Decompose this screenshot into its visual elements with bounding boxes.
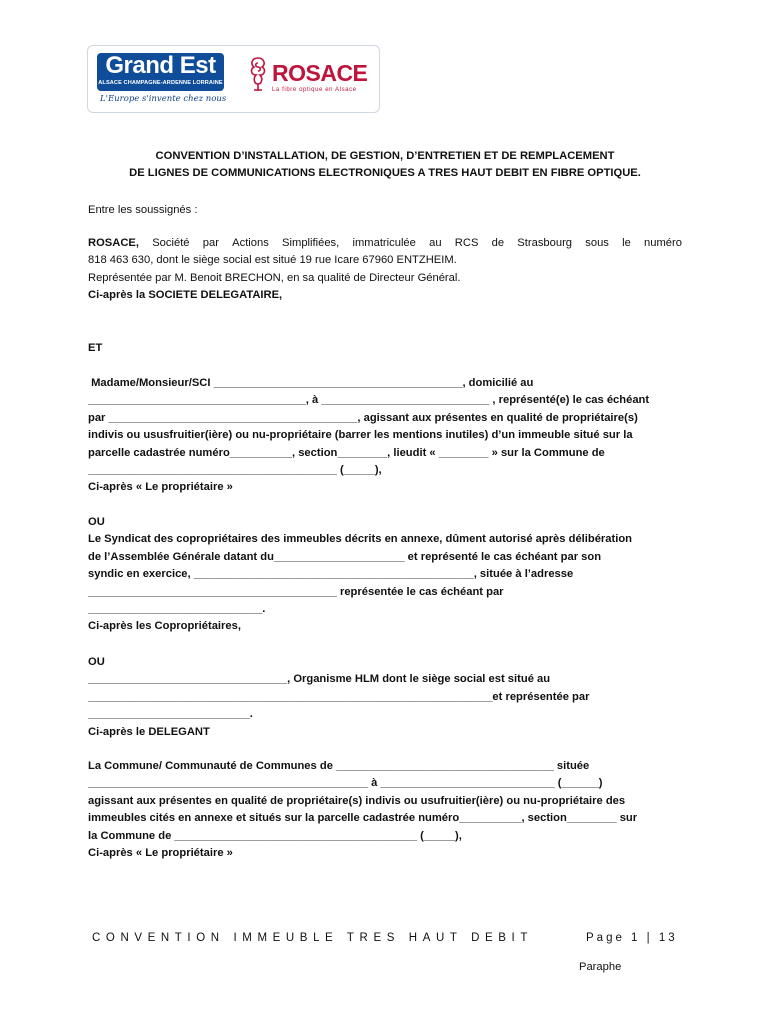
word: numéro: [644, 237, 682, 249]
document-title: [88, 148, 682, 183]
syndic-line-5: ____________________________.: [88, 603, 266, 616]
paraphe-label: Paraphe: [579, 961, 622, 973]
rosace-party-line-4: Ci-après la SOCIETE DELEGATAIRE,: [88, 289, 283, 302]
grand-est-logo-sub: ALSACE CHAMPAGNE-ARDENNE LORRAINE: [98, 80, 223, 86]
et-separator: [88, 340, 682, 357]
owner-line-4: indivis ou ususfruitier(ière) ou nu-propriétaire (barrer les mentions inutiles) d’un immeuble situé sur la: [88, 429, 633, 442]
footer-title: CONVENTION IMMEUBLE TRES HAUT DEBIT: [92, 932, 533, 944]
word: Strasbourg: [517, 237, 573, 249]
commune-line-6: Ci-après « Le propriétaire »: [88, 847, 233, 860]
owner-party: [88, 375, 682, 497]
rosace-party-line-2: 818 463 630, dont le siège social est situé 19 rue Icare 67960 ENTZHEIM.: [88, 254, 457, 267]
owner-line-2: ___________________________________, à ___________________________ , représenté(e) le cas échéant: [88, 394, 650, 407]
syndic-line-1: Le Syndicat des copropriétaires des immeubles décrits en annexe, dûment autorisé après délibération: [88, 533, 633, 546]
commune-line-1: La Commune/ Communauté de Communes de ___________________________________ située: [88, 760, 590, 772]
commune-line-2: _____________________________________________ à ____________________________ (______): [88, 777, 603, 790]
word: immatriculée: [352, 237, 416, 249]
hlm-ou: OU: [88, 656, 105, 668]
word: de: [491, 237, 505, 249]
word: sous: [585, 237, 609, 249]
intro: [88, 202, 682, 219]
grand-est-logo: [97, 53, 224, 91]
syndic-line-3: syndic en exercice, _____________________________________________, située à l’adresse: [88, 568, 574, 581]
word: RCS: [454, 237, 479, 249]
hlm-line-1: ________________________________, Organisme HLM dont le siège social est situé au: [88, 673, 551, 686]
page-number: Page 1 | 13: [586, 932, 678, 944]
owner-line-6: ________________________________________ (_____),: [88, 464, 382, 477]
rosace-party-line-3: Représentée par M. Benoit BRECHON, en sa qualité de Directeur Général.: [88, 271, 461, 284]
grand-est-logo-name: Grand Est: [105, 52, 216, 79]
word: par: [202, 237, 219, 249]
intro-text: Entre les soussignés :: [88, 204, 198, 216]
hlm-line-2: _________________________________________________________________et représentée par: [88, 690, 590, 703]
commune-line-5: la Commune de _______________________________________ (_____),: [88, 829, 462, 842]
owner-line-3: par ________________________________________, agissant aux présentes en qualité de propriétaire(s): [88, 411, 638, 424]
commune-line-4: immeubles cités en annexe et situés sur la parcelle cadastrée numéro__________, section________ sur: [88, 812, 638, 825]
commune-party: [88, 758, 682, 862]
header-logos: [87, 45, 380, 113]
syndic-line-4: ________________________________________ représentée le cas échéant par: [88, 585, 504, 598]
title-line-2: DE LIGNES DE COMMUNICATIONS ELECTRONIQUES A TRES HAUT DEBIT EN FIBRE OPTIQUE.: [129, 167, 641, 180]
et-text: ET: [88, 342, 103, 354]
rosace-party-name: ROSACE,: [88, 237, 139, 249]
rosace-party-line-1: [88, 235, 682, 252]
word: Société: [152, 237, 190, 249]
syndic-ou: OU: [88, 516, 105, 528]
syndic-line-6: Ci-après les Copropriétaires,: [88, 620, 241, 633]
grand-est-slogan: L'Europe s'invente chez nous: [100, 94, 227, 104]
word: le: [622, 237, 631, 249]
hlm-line-3: __________________________.: [88, 708, 253, 721]
commune-line-3: agissant aux présentes en qualité de propriétaire(s) indivis ou usufruitier(ière) ou nu-propriétaire des: [88, 794, 626, 807]
hlm-line-4: Ci-après le DELEGANT: [88, 725, 210, 738]
word: Simplifiées,: [282, 237, 340, 249]
syndic-party: [88, 514, 682, 636]
title-line-1: CONVENTION D’INSTALLATION, DE GESTION, D’ENTRETIEN ET DE REMPLACEMENT: [155, 150, 615, 162]
owner-line-1: Madame/Monsieur/SCI ________________________________________, domicilié au: [88, 377, 534, 389]
rosace-logo-sub: La fibre optique en Alsace: [272, 87, 357, 93]
rosace-party: [88, 235, 682, 305]
rosace-logo-name: ROSACE: [272, 60, 368, 86]
rosace-flower-icon: [246, 54, 270, 94]
word: au: [429, 237, 442, 249]
owner-line-7: Ci-après « Le propriétaire »: [88, 481, 233, 494]
hlm-party: [88, 654, 682, 741]
word: Actions: [232, 237, 269, 249]
owner-line-5: parcelle cadastrée numéro__________, section________, lieudit « ________ » sur la Commune de: [88, 446, 605, 459]
syndic-line-2: de l’Assemblée Générale datant du_____________________ et représenté le cas échéant par son: [88, 550, 602, 563]
